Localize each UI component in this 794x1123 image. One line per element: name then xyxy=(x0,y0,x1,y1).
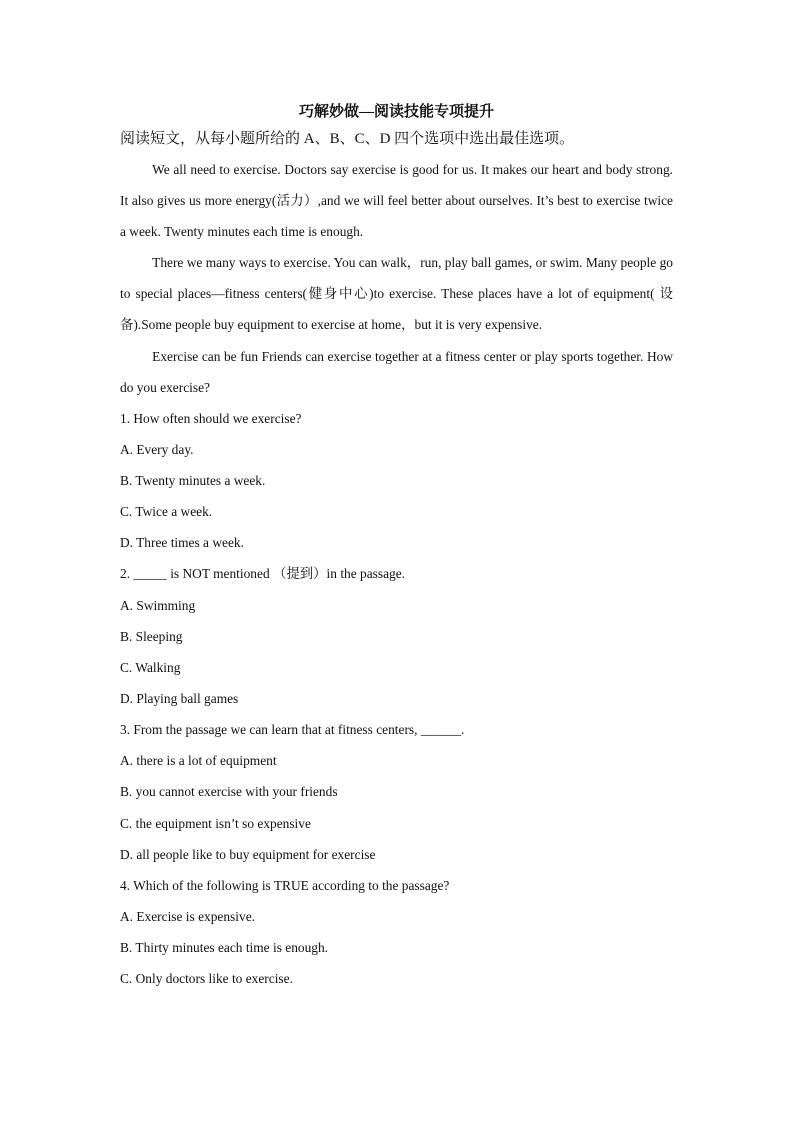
instructions: 阅读短文，从每小题所给的 A、B、C、D 四个选项中选出最佳选项。 xyxy=(120,131,575,147)
question-stem: 4. Which of the following is TRUE according to the passage? xyxy=(120,877,450,893)
answer-option: A. Swimming xyxy=(120,597,196,613)
answer-option: A. there is a lot of equipment xyxy=(120,753,277,769)
question-stem: 3. From the passage we can learn that at fitness centers, ______. xyxy=(120,722,465,738)
answer-option: C. Walking xyxy=(120,659,181,675)
answer-option: D. Playing ball games xyxy=(120,691,239,707)
question xyxy=(120,403,673,559)
answer-option: B. Sleeping xyxy=(120,628,183,644)
passage-paragraph: There we many ways to exercise. You can walk，run, play ball games, or swim. Many people go to special places—fitness centers(健身中心)to exercise. These places have a lot of equipment( 设备).Some people buy equipment to exercise at home，but it is very expensive. xyxy=(120,255,673,333)
question xyxy=(120,558,673,714)
answer-option: A. Exercise is expensive. xyxy=(120,909,255,924)
question-stem: 2. _____ is NOT mentioned （提到）in the passage. xyxy=(120,566,406,582)
option-list xyxy=(120,590,673,715)
option-list xyxy=(120,434,673,559)
answer-option: D. all people like to buy equipment for exercise xyxy=(120,846,376,862)
answer-option: C. Only doctors like to exercise. xyxy=(120,971,293,987)
passage-paragraph: Exercise can be fun Friends can exercise together at a fitness center or play sports together. How do you exercise? xyxy=(120,348,673,395)
passage-paragraph: We all need to exercise. Doctors say exercise is good for us. It makes our heart and body strong. It also gives us more energy(活力）,and we will feel better about ourselves. It’s best to exercise twice a week. Twenty minutes each time is enough. xyxy=(120,162,673,240)
answer-option: B. you cannot exercise with your friends xyxy=(120,784,338,800)
option-list xyxy=(120,745,673,870)
answer-option: B. Twenty minutes a week. xyxy=(120,473,266,489)
question-list xyxy=(120,403,673,995)
document-title: 巧解妙做—阅读技能专项提升 xyxy=(298,104,494,120)
question xyxy=(120,714,673,870)
answer-option: D. Three times a week. xyxy=(120,535,244,551)
answer-option: A. Every day. xyxy=(120,441,194,457)
question xyxy=(120,870,673,995)
answer-option: C. Twice a week. xyxy=(120,504,213,520)
document-page xyxy=(120,100,673,994)
answer-option: C. the equipment isn’t so expensive xyxy=(120,815,311,831)
option-list xyxy=(120,901,673,994)
question-stem: 1. How often should we exercise? xyxy=(120,410,302,426)
passage xyxy=(120,154,673,403)
answer-option: B. Thirty minutes each time is enough. xyxy=(120,940,329,956)
